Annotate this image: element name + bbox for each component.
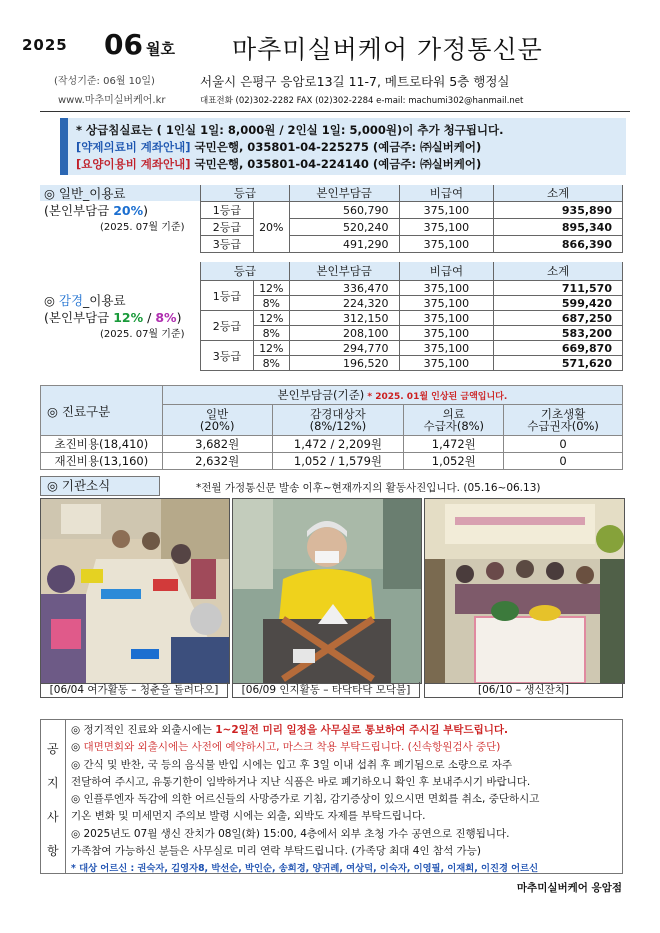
care-account-text: 국민은행, 035801-04-224140 (예금주: ㈜실버케어): [190, 157, 482, 171]
cognitive-photo-image: [233, 499, 421, 683]
general-fee-title: ◎ 일반_이용료: [44, 186, 126, 201]
issue-month: 06: [104, 28, 143, 61]
notice-flu-2: 기온 변화 및 미세먼지 주의보 발령 시에는 외출, 외박도 자제를 부탁드립니다.: [71, 810, 426, 823]
notice-schedule: ◎ 정기적인 진료와 외출시에는 1~2일전 미리 일정을 사무실로 통보하여 주시길 부탁드립니다.: [71, 724, 508, 736]
billing-notice: [60, 118, 626, 175]
notice-flu-1: ◎ 인플루엔자 독감에 의한 어르신들의 사망증가로 기침, 감기증상이 있으시면 면회를 취소, 중단하시고: [71, 793, 540, 806]
table-row: 8% 208,100 375,100 583,200: [201, 326, 623, 341]
birthday-photo-image: [425, 499, 624, 683]
photo-birthday-party: [424, 498, 625, 684]
col-self-pay: 본인부담금: [289, 262, 399, 281]
notice-birthday-1: ◎ 2025년도 07월 생신 잔치가 08일(화) 15:00, 4층에서 외부 초청 가수 공연으로 진행됩니다.: [71, 827, 510, 840]
basis-date: (작성기준: 06월 10일): [54, 76, 155, 87]
notice-food-2: 전달하여 주시고, 유통기한이 임박하거나 지난 식품은 바로 폐기하오니 확인 후 보내주시기 바랍니다.: [71, 775, 531, 788]
notice-board-side-label: 공 지 사 항: [41, 720, 66, 873]
table-row: 2등급 12% 312,150 375,100 687,250: [201, 311, 623, 326]
photo-caption: [06/04 여가활동 – 청춘을 돌려다오]: [40, 682, 228, 698]
notice-birthday-list: * 대상 어르신 : 권숙자, 김영자8, 박선순, 박인순, 송희경, 양귀례, 여상덕, 이숙자, 이영필, 이재희, 이진경 어르신: [71, 863, 539, 875]
reduced-fee-title: ◎ 감경_이용료: [44, 293, 126, 308]
news-note: *전월 가정통신문 발송 이후~현재까지의 활동사진입니다. (05.16~06.13): [196, 482, 541, 494]
page-title: 마추미실버케어 가정통신문: [232, 35, 543, 64]
col-non-covered: 비급여: [399, 185, 494, 202]
table-row: 1등급 20% 560,790 375,100 935,890: [201, 202, 623, 219]
table-row: 3등급 12% 294,770 375,100 669,870: [201, 341, 623, 356]
col-general: 일반 (20%): [162, 405, 272, 436]
issue-year: 2025: [22, 36, 68, 54]
table-row: 3등급 491,290 375,100 866,390: [201, 236, 623, 253]
clinic-top-header: 본인부담금(기준) * 2025. 01월 인상된 금액입니다.: [162, 386, 622, 405]
table-row: 8% 224,320 375,100 599,420: [201, 296, 623, 311]
general-fee-rate: (본인부담금 20%): [44, 203, 149, 218]
general-fee-label: [44, 185, 185, 236]
drug-account-line: [76, 139, 618, 156]
leisure-photo-image: [41, 499, 229, 683]
clinic-label: ◎ 진료구분: [41, 386, 163, 436]
reduced-fee-basis: (2025. 07월 기준): [100, 329, 185, 340]
clinic-fee-table: [40, 385, 623, 470]
col-grade: 등급: [201, 185, 290, 202]
reduced-fee-table: [200, 262, 623, 371]
notice-board-text: [71, 722, 619, 878]
website-link[interactable]: www.마추미실버케어.kr: [58, 95, 166, 106]
footer-branch: 마추미실버케어 응암점: [516, 882, 622, 894]
contact-info: 대표전화 (02)302-2282 FAX (02)302-2284 e-mail: machumi302@hanmail.net: [200, 96, 524, 106]
general-fee-basis: (2025. 07월 기준): [100, 222, 185, 233]
col-medical-aid: 의료 수급자(8%): [404, 405, 504, 436]
issue-month-suffix: 월호: [146, 40, 175, 58]
drug-account-text: 국민은행, 035801-04-225275 (예금주: ㈜실버케어): [190, 140, 482, 154]
notice-birthday-2: 가족참여 가능하신 분들은 사무실로 미리 연락 부탁드립니다. (가족당 최대 4인 참석 가능): [71, 845, 481, 858]
col-self-pay: 본인부담금: [289, 185, 399, 202]
notice-food-1: ◎ 간식 및 반찬, 국 등의 음식물 반입 시에는 입고 후 3일 이내 섭취 후 폐기됨으로 소량으로 자주: [71, 758, 513, 771]
col-subtotal: 소계: [494, 262, 623, 281]
table-row: 초진비용(18,410) 3,682원 1,472 / 2,209원 1,472원 0: [41, 436, 623, 453]
col-reduced: 감경대상자 (8%/12%): [272, 405, 404, 436]
table-row: 재진비용(13,160) 2,632원 1,052 / 1,579원 1,052원 0: [41, 453, 623, 470]
table-row: 8% 196,520 375,100 571,620: [201, 356, 623, 371]
general-fee-table: [200, 185, 623, 253]
reduced-fee-rate: (본인부담금 12% / 8%): [44, 310, 182, 325]
col-grade: 등급: [201, 262, 290, 281]
reduced-fee-label: [44, 292, 185, 343]
room-fee-notice: * 상급침실료는 ( 1인실 1일: 8,000원 / 2인실 1일: 5,000원)이 추가 청구됩니다.: [76, 123, 504, 137]
address: 서울시 은평구 응암로13길 11-7, 메트로타워 5층 행정실: [200, 74, 510, 89]
col-subtotal: 소계: [494, 185, 623, 202]
col-non-covered: 비급여: [399, 262, 494, 281]
notice-visit: ◎ 대면면회와 외출시에는 사전에 예약하시고, 마스크 착용 부탁드립니다. (신속항원검사 중단): [71, 741, 501, 754]
col-basic-livelihood: 기초생활 수급권자(0%): [504, 405, 623, 436]
header-divider: [40, 111, 630, 112]
table-row: 1등급 12% 336,470 375,100 711,570: [201, 281, 623, 296]
clinic-increase-note: * 2025. 01월 인상된 금액입니다.: [364, 392, 508, 402]
general-rate-cell: 20%: [253, 202, 289, 253]
photo-caption: [06/09 인지활동 – 타닥타닥 모닥불]: [232, 682, 420, 698]
photo-caption: [06/10 – 생신잔치]: [424, 682, 623, 698]
drug-account-label: [약제의료비 계좌안내]: [76, 140, 191, 154]
news-label: ◎ 기관소식: [40, 476, 160, 496]
notice-board: [40, 719, 623, 874]
care-account-line: [76, 156, 618, 173]
photo-leisure-activity: [40, 498, 230, 684]
table-row: 2등급 520,240 375,100 895,340: [201, 219, 623, 236]
photo-cognitive-activity: [232, 498, 422, 684]
care-account-label: [요양이용비 계좌안내]: [76, 157, 191, 171]
